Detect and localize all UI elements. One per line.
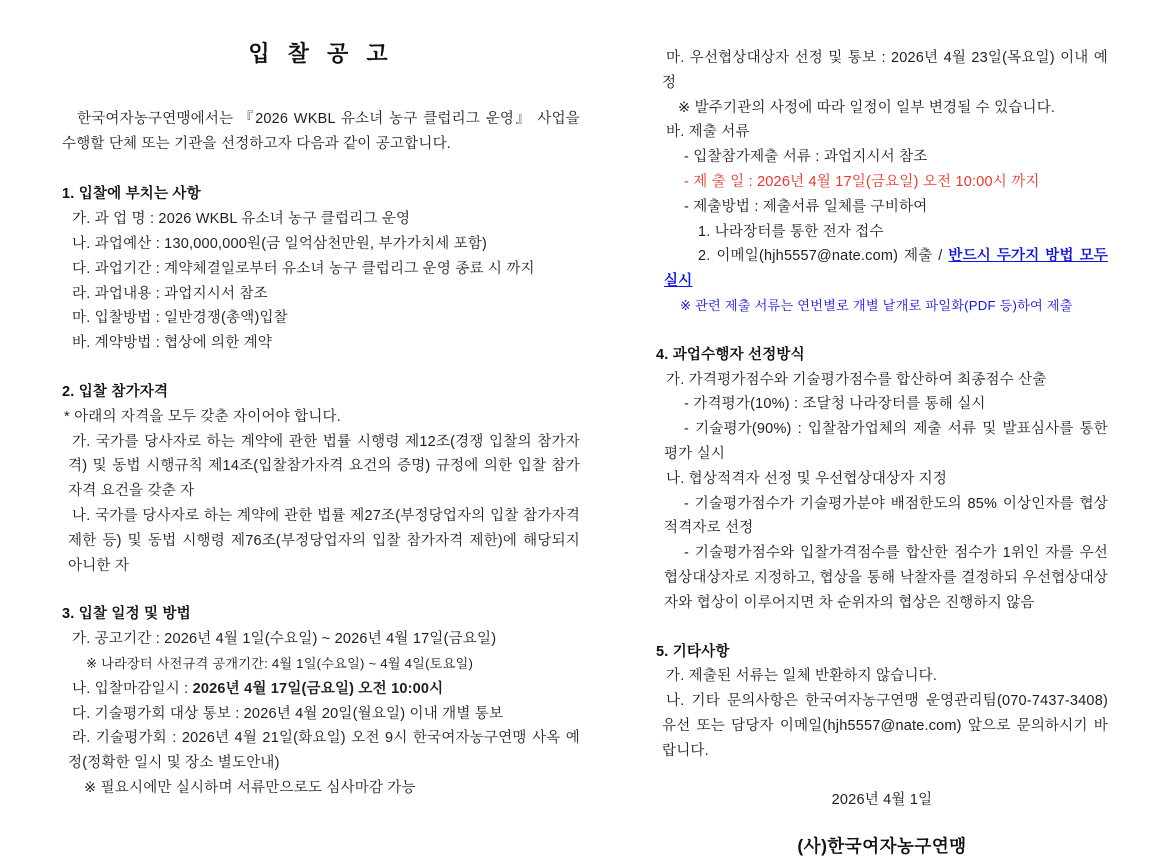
page-title: 입 찰 공 고 [248, 41, 394, 66]
deadline-datetime: 2026년 4월 17일(금요일) 오전 10:00시 [192, 680, 444, 697]
section3-note-narajangteo: ※ 나라장터 사전규격 공개기간: 4월 1일(수요일) ~ 4월 4일(토요일) [86, 655, 474, 671]
submission-file-format-note: ※ 관련 제출 서류는 연번별로 개별 낱개로 파일화(PDF 등)하여 제출 [680, 297, 1073, 313]
submission-date-highlight: - 제 출 일 : 2026년 4월 17일(금요일) 오전 10:00시 까지 [684, 173, 1040, 190]
section3-item-submission-docs: 바. 제출 서류 [666, 124, 750, 141]
section3-item-notice-period: 가. 공고기간 : 2026년 4월 1일(수요일) ~ 2026년 4월 17일(금요일) [72, 631, 497, 648]
section4-item-negotiator-selection: 나. 협상적격자 선정 및 우선협상대상자 지정 [666, 470, 948, 487]
section1-heading: 1. 입찰에 부치는 사항 [62, 186, 201, 203]
submission-method-1: 1. 나라장터를 통한 전자 접수 [698, 223, 884, 240]
submission-method-2 [656, 244, 1108, 294]
left-column [62, 0, 580, 801]
section3-note-schedule-change: ※ 발주기관의 사정에 따라 일정이 일부 변경될 수 있습니다. [678, 99, 1056, 116]
section2-item-qualification-b: 나. 국가를 당사자로 하는 계약에 관한 법률 제27조(부정당업자의 입찰 참가자격 제한 등) 및 동법 시행령 제76조(부정당업자의 입찰 참가자격 제한)에 해당되지 아니한 자 [68, 507, 580, 574]
section4-heading: 4. 과업수행자 선정방식 [656, 346, 805, 363]
section4-item-score-calculation: 가. 가격평가점수와 기술평가점수를 합산하여 최종점수 산출 [666, 371, 1047, 388]
section3-heading: 3. 입찰 일정 및 방법 [62, 606, 191, 623]
section3-item-tech-eval-notice: 다. 기술평가회 대상 통보 : 2026년 4월 20일(월요일) 이내 개별 통보 [72, 705, 504, 722]
section1-item-task-name: 가. 과 업 명 : 2026 WKBL 유소녀 농구 클럽리그 운영 [72, 211, 411, 228]
section2-note: * 아래의 자격을 모두 갖춘 자이어야 합니다. [64, 408, 341, 425]
section3-item-negotiation-notice: 마. 우선협상대상자 선정 및 통보 : 2026년 4월 23일(목요일) 이내 예정 [662, 50, 1108, 91]
deadline-label: 나. 입찰마감일시 : [72, 680, 193, 697]
section5-item-contact: 나. 기타 문의사항은 한국여자농구연맹 운영관리팀(070-7437-3408) 유선 또는 담당자 이메일(hjh5557@nate.com) 앞으로 문의하시기 바랍니다. [662, 693, 1108, 759]
section5-item-no-return: 가. 제출된 서류는 일체 반환하지 않습니다. [666, 668, 938, 685]
section3-item-tech-eval-meeting: 라. 기술평가회 : 2026년 4월 21일(화요일) 오전 9시 한국여자농구연맹 사옥 예정(정확한 일시 및 장소 별도안내) [68, 730, 580, 772]
submission-method: - 제출방법 : 제출서류 일체를 구비하여 [684, 198, 928, 215]
section1-item-bid-method: 마. 입찰방법 : 일반경쟁(총액)입찰 [72, 310, 288, 327]
section1-item-period: 다. 과업기간 : 계약체결일로부터 유소녀 농구 클럽리그 운영 종료 시 까지 [72, 260, 535, 277]
section3-item-deadline [62, 677, 580, 702]
submission-both-methods-emphasis: 반드시 두가지 방법 모두 실시 [664, 248, 1108, 290]
section3-note-optional-review: ※ 필요시에만 실시하며 서류만으로도 심사마감 가능 [84, 779, 416, 796]
section2-item-qualification-a: 가. 국가를 당사자로 하는 계약에 관한 법률 시행령 제12조(경쟁 입찰의 참가자격) 및 동법 시행규칙 제14조(입찰참가자격 요건의 증명) 규정에 의한 입찰 참가자격 요건을 갖춘 자 [68, 433, 580, 500]
section4-priority-negotiator: - 기술평가점수와 입찰가격점수를 합산한 점수가 1위인 자를 우선협상대상자로 지정하고, 협상을 통해 낙찰자를 결정하되 우선협상대상자와 협상이 이루어지면 차 순위자의 협상은 진행하지 않음 [664, 545, 1108, 611]
section4-tech-eval: - 기술평가(90%) : 입찰참가업체의 제출 서류 및 발표심사를 통한 평가 실시 [664, 421, 1108, 462]
section4-price-eval: - 가격평가(10%) : 조달청 나라장터를 통해 실시 [684, 396, 986, 413]
organization-name: (사)한국여자농구연맹 [797, 836, 967, 857]
section4-qualified-negotiator: - 기술평가점수가 기술평가분야 배점한도의 85% 이상인자를 협상적격자로 선정 [664, 495, 1108, 537]
announcement-date: 2026년 4월 1일 [831, 791, 933, 808]
submission-docs-reference: - 입찰참가제출 서류 : 과업지시서 참조 [684, 149, 928, 166]
intro-paragraph: 한국여자농구연맹에서는 『2026 WKBL 유소녀 농구 클럽리그 운영』 사업을 수행할 단체 또는 기관을 선정하고자 다음과 같이 공고합니다. [62, 110, 580, 152]
submission-method-2-email: 2. 이메일(hjh5557@nate.com) 제출 / [698, 248, 949, 265]
section1-item-contract-method: 바. 계약방법 : 협상에 의한 계약 [72, 335, 273, 352]
section1-item-content: 라. 과업내용 : 과업지시서 참조 [72, 285, 268, 302]
right-column [656, 0, 1108, 859]
section2-heading: 2. 입찰 참가자격 [62, 383, 169, 400]
section1-item-budget: 나. 과업예산 : 130,000,000원(금 일억삼천만원, 부가가치세 포함) [72, 235, 488, 252]
section5-heading: 5. 기타사항 [656, 643, 730, 660]
